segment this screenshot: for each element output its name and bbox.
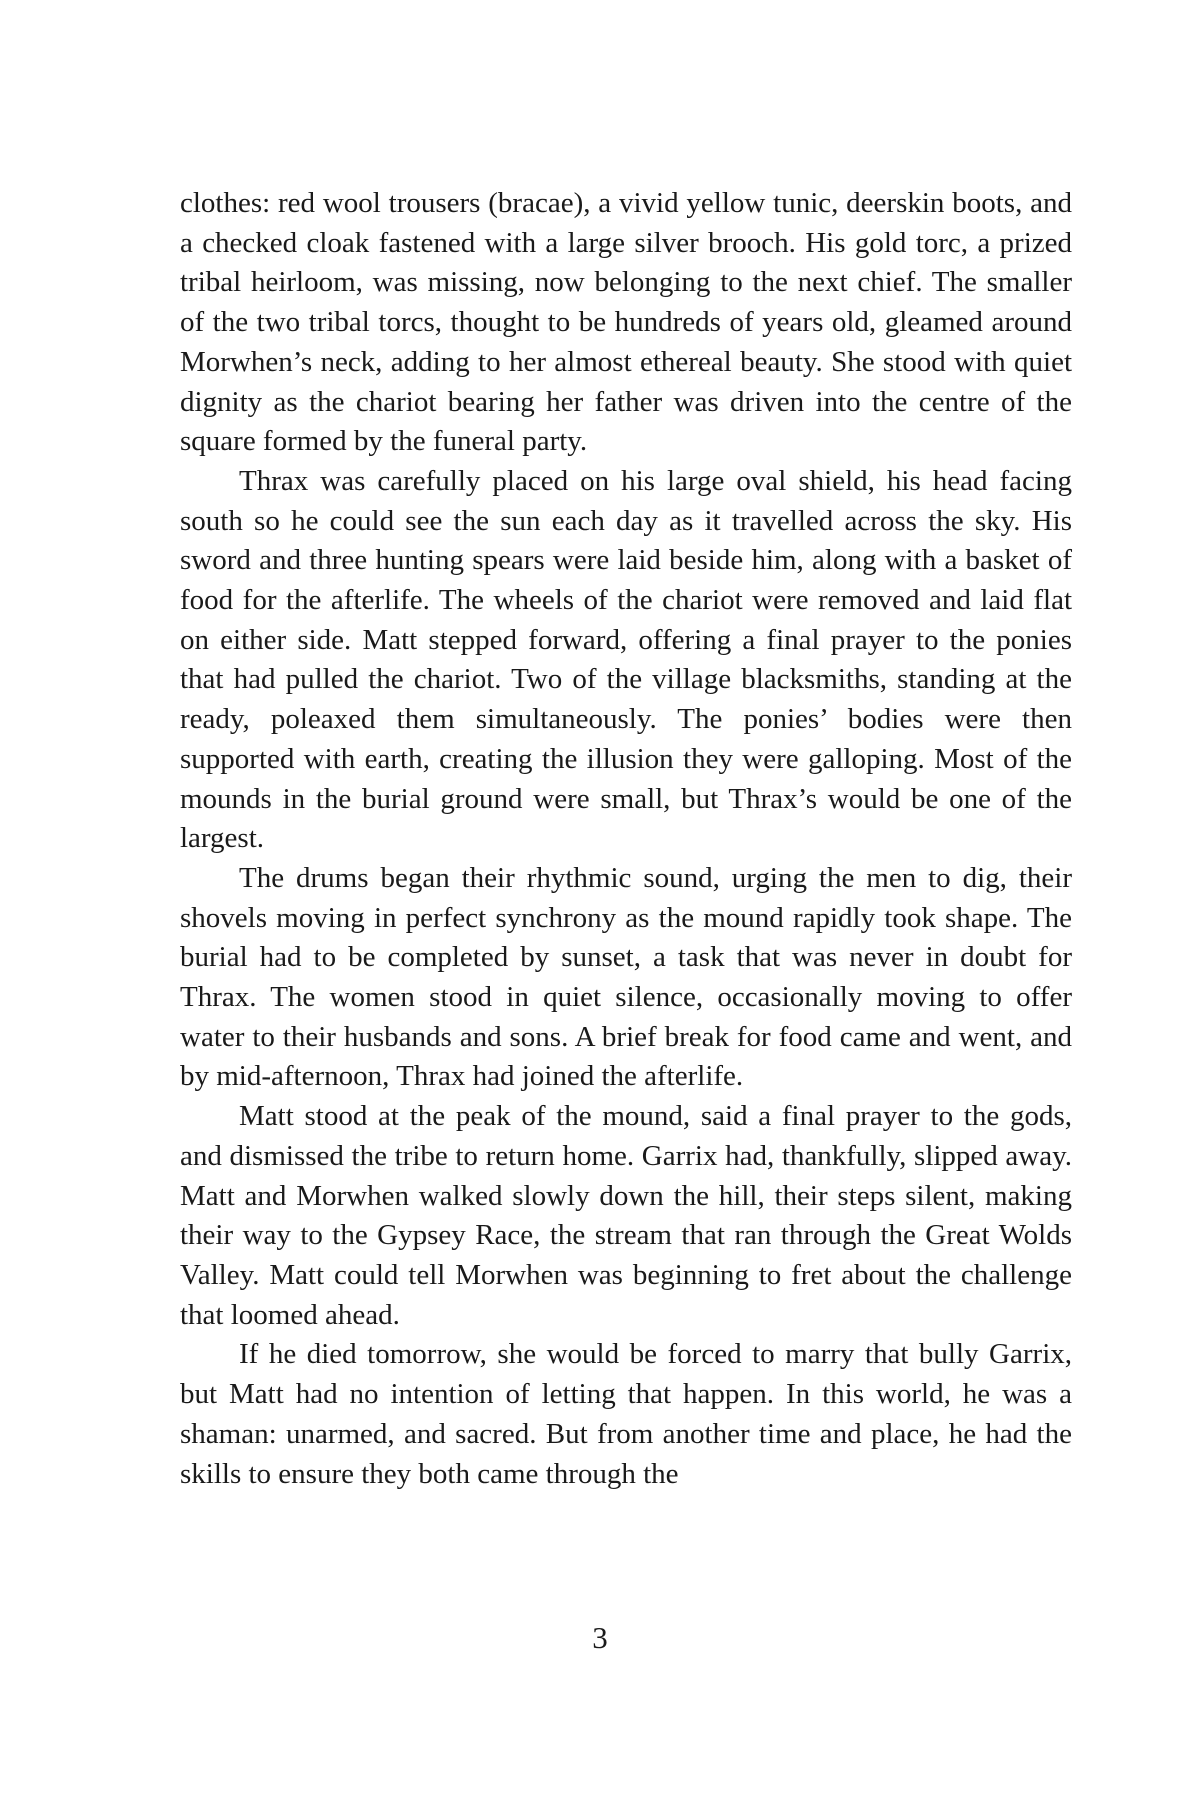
paragraph-2: Thrax was carefully placed on his large oval shield, his head facing south so he could see the sun each day as it travelled across the sky. His sword and three hunting spears were laid beside him, along with a basket of food for the afterlife. The wheels of the chariot were removed and laid flat on either side. Matt stepped forward, offering a final prayer to the ponies that had pulled the chariot. Two of the village blacksmiths, standing at the ready, poleaxed them simultaneously. The ponies’ bodies were then supported with earth, creating the illusion they were galloping. Most of the mounds in the burial ground were small, but Thrax’s would be one of the largest.: [180, 464, 1072, 855]
body-text: [180, 184, 1072, 1494]
page-number: 3: [592, 1620, 608, 1655]
paragraph-1: clothes: red wool trousers (bracae), a vivid yellow tunic, deerskin boots, and a checked cloak fastened with a large silver brooch. His gold torc, a prized tribal heirloom, was missing, now belonging to the next chief. The smaller of the two tribal torcs, thought to be hundreds of years old, gleamed around Morwhen’s neck, adding to her almost ethereal beauty. She stood with quiet dignity as the chariot bearing her father was driven into the centre of the square formed by the funeral party.: [180, 187, 1072, 458]
paragraph-5: If he died tomorrow, she would be forced to marry that bully Garrix, but Matt had no intention of letting that happen. In this world, he was a shaman: unarmed, and sacred. But from another time and place, he had the skills to ensure they both came through the: [180, 1338, 1072, 1490]
paragraph-4: Matt stood at the peak of the mound, said a final prayer to the gods, and dismissed the tribe to return home. Garrix had, thankfully, slipped away. Matt and Morwhen walked slowly down the hill, their steps silent, making their way to the Gypsey Race, the stream that ran through the Great Wolds Valley. Matt could tell Morwhen was beginning to fret about the challenge that loomed ahead.: [180, 1100, 1072, 1331]
paragraph-3: The drums began their rhythmic sound, urging the men to dig, their shovels moving in perfect synchrony as the mound rapidly took shape. The burial had to be completed by sunset, a task that was never in doubt for Thrax. The women stood in quiet silence, occasionally moving to offer water to their husbands and sons. A brief break for food came and went, and by mid-afternoon, Thrax had joined the afterlife.: [180, 861, 1072, 1093]
